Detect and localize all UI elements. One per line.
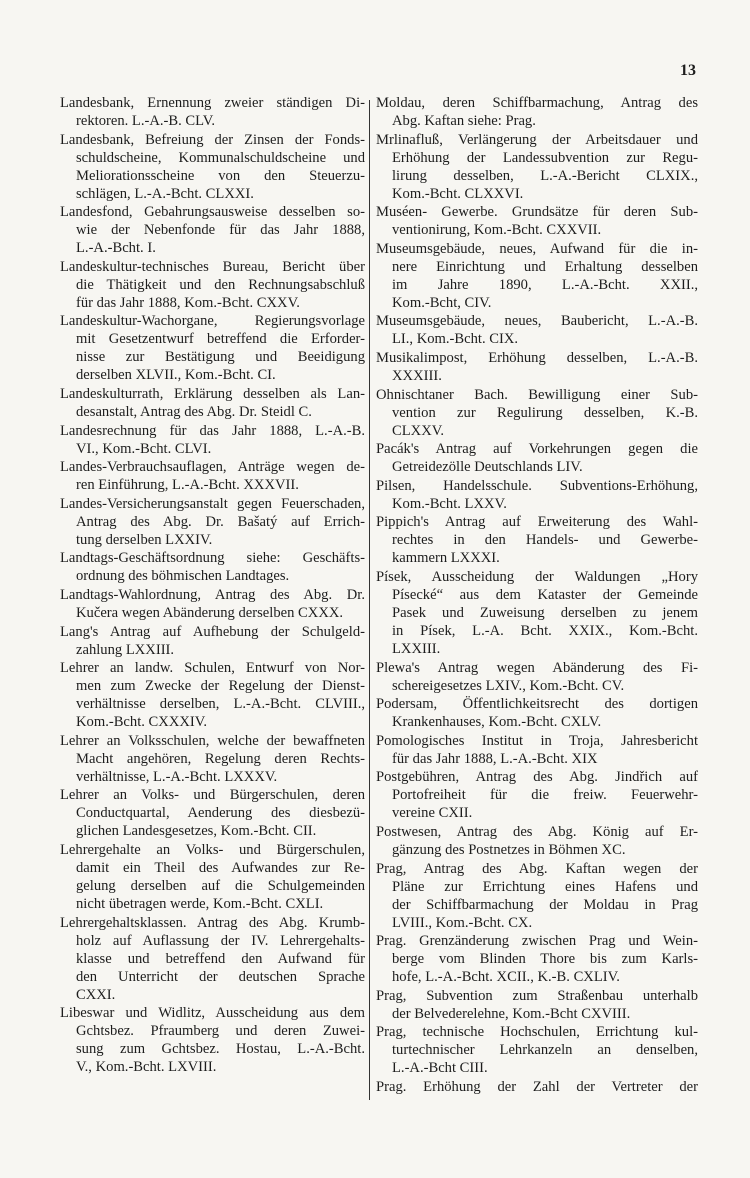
entry-line: Landes-Versicherungsanstalt gegen Feuerschaden, [60, 495, 365, 512]
index-entry [60, 495, 365, 549]
entry-line: sung zum Gchtsbez. Hostau, L.-A.-Bcht. [76, 1041, 365, 1058]
entry-line: Lehrer an Volks- und Bürgerschulen, deren [60, 787, 365, 804]
entry-line: Landesbank, Befreiung der Zinsen der Fonds- [60, 131, 365, 148]
entry-line: Meliorationsscheine von den Steuerzu- [76, 167, 365, 184]
entry-line: Kom.-Bcht. CLXXVI. [392, 185, 524, 202]
index-entry [376, 987, 698, 1023]
entry-line: Postwesen, Antrag des Abg. König auf Er- [376, 823, 698, 840]
entry-line: XXXIII. [392, 367, 442, 384]
entry-line: Podersam, Öffentlichkeitsrecht des dortigen [376, 696, 698, 713]
index-entry [376, 732, 698, 768]
index-entry [376, 312, 698, 348]
entry-line: Landesbank, Ernennung zweier ständigen Di- [60, 95, 365, 111]
index-entry [376, 440, 698, 476]
entry-line: Pasek und Zuweisung derselben zu jenem [392, 604, 698, 621]
entry-line: nisse zur Bestätigung und Beeidigung [76, 349, 365, 366]
entry-line: LVIII., Kom.-Bcht. CX. [392, 914, 533, 931]
entry-line: schuldscheine, Kommunalschuldscheine und [76, 149, 365, 166]
index-entry [376, 860, 698, 932]
entry-line: Pläne zur Errichtung eines Hafens und [392, 878, 698, 895]
index-entry [376, 240, 698, 312]
entry-line: Prag, Subvention zum Straßenbau unterhalb [376, 987, 698, 1004]
entry-line: lirung desselben, L.-A.-Bericht CLXIX., [392, 167, 698, 184]
entry-line: Pacák's Antrag auf Vorkehrungen gegen die [376, 441, 698, 458]
entry-line: Moldau, deren Schiffbarmachung, Antrag des [376, 95, 698, 111]
entry-line: Prag. Erhöhung der Zahl der Vertreter der [376, 1078, 698, 1095]
entry-line: im Jahre 1890, L.-A.-Bcht. XXII., [392, 276, 698, 293]
entry-line: die Thätigkeit und den Rechnungsabschluß [76, 276, 365, 293]
index-entry [376, 932, 698, 986]
index-entry [376, 695, 698, 731]
entry-line: Prag, technische Hochschulen, Errichtung kul- [376, 1024, 698, 1041]
entry-line: rektoren. L.-A.-B. CLV. [76, 113, 216, 129]
entry-line: Písek, Ausscheidung der Waldungen „Hory [376, 568, 698, 585]
entry-line: Abg. Kaftan siehe: Prag. [392, 113, 536, 129]
entry-line: V., Kom.-Bcht. LXVIII. [76, 1059, 217, 1076]
index-entry [60, 623, 365, 659]
entry-line: Getreidezölle Deutschlands LIV. [392, 459, 583, 476]
entry-line: tung derselben LXXIV. [76, 531, 213, 548]
entry-line: turtechnischer Lehrkanzeln an denselben, [392, 1042, 698, 1059]
entry-line: Kom.-Bcht, CIV. [392, 294, 492, 311]
index-entry [60, 385, 365, 421]
entry-line: Pippich's Antrag auf Erweiterung des Wahl- [376, 514, 698, 531]
entry-line: nicht übetragen werde, Kom.-Bcht. CXLI. [76, 895, 324, 912]
entry-line: ren Einführung, L.-A.-Bcht. XXXVII. [76, 477, 299, 494]
index-entry [60, 458, 365, 494]
entry-line: vereine CXII. [392, 805, 473, 822]
entry-line: Landesrechnung für das Jahr 1888, L.-A.-B. [60, 422, 365, 439]
index-entry [376, 568, 698, 658]
index-entry [60, 659, 365, 731]
entry-line: LXXIII. [392, 640, 441, 657]
entry-line: Antrag des Abg. Dr. Bašatý auf Errich- [76, 513, 365, 530]
entry-line: für das Jahr 1888, Kom.-Bcht. CXXV. [76, 294, 300, 311]
entry-line: wie der Nebenfonde für das Jahr 1888, [76, 222, 365, 239]
index-entry [376, 1023, 698, 1077]
entry-line: Landtags-Geschäftsordnung siehe: Geschäfts- [60, 550, 365, 567]
entry-line: gänzung des Postnetzes in Böhmen XC. [392, 841, 626, 858]
entry-line: Kučera wegen Abänderung derselben CXXX. [76, 604, 344, 621]
entry-line: damit ein Theil des Aufwandes zur Re- [76, 859, 365, 876]
index-entry [60, 131, 365, 203]
entry-line: holz auf Auflassung der IV. Lehrergehalts- [76, 932, 365, 949]
index-entry [376, 823, 698, 859]
entry-line: verhältnisse derselben, L.-A.-Bcht. CLVIII., [76, 696, 365, 713]
entry-line: berge vom Blinden Thore bis zum Karls- [392, 951, 698, 968]
entry-line: VI., Kom.-Bcht. CLVI. [76, 440, 212, 457]
index-entry [60, 1004, 365, 1076]
entry-line: Lehrer an Volksschulen, welche der bewaffneten [60, 732, 365, 749]
entry-line: mit Gesetzentwurf betreffend die Erforder- [76, 331, 365, 348]
entry-line: L.-A.-Bcht CIII. [392, 1060, 488, 1077]
entry-line: Prag, Antrag des Abg. Kaftan wegen der [376, 860, 698, 877]
entry-line: Landes-Verbrauchsauflagen, Anträge wegen de- [60, 459, 365, 476]
entry-line: Kom.-Bcht. CXXXIV. [76, 714, 208, 731]
index-entry [60, 422, 365, 458]
entry-line: Libeswar und Widlitz, Ausscheidung aus dem [60, 1005, 365, 1022]
entry-line: Plewa's Antrag wegen Abänderung des Fi- [376, 659, 698, 676]
entry-line: der Schiffbarmachung der Moldau in Prag [392, 896, 698, 913]
index-entry [60, 841, 365, 913]
entry-line: Musikalimpost, Erhöhung desselben, L.-A.-B. [376, 349, 698, 366]
entry-line: derselben XLVII., Kom.-Bcht. CI. [76, 367, 276, 384]
entry-line: Lang's Antrag auf Aufhebung der Schulgeld- [60, 623, 365, 640]
entry-line: klasse und betreffend den Aufwand für [76, 950, 365, 967]
entry-line: Lehrergehaltsklassen. Antrag des Abg. Krumb- [60, 914, 365, 931]
entry-line: rechtes in den Handels- und Gewerbe- [392, 532, 698, 549]
entry-line: in Písek, L.-A. Bcht. XXIX., Kom.-Bcht. [392, 622, 698, 639]
entry-line: Landeskulturrath, Erklärung desselben als Lan- [60, 385, 365, 402]
index-entry [376, 349, 698, 385]
entry-line: Krankenhauses, Kom.-Bcht. CXLV. [392, 714, 602, 731]
entry-line: Lehrer an landw. Schulen, Entwurf von Nor- [60, 660, 365, 677]
entry-line: Museumsgebäude, neues, Aufwand für die in- [376, 240, 698, 257]
index-entry [60, 94, 365, 130]
entry-line: glichen Landesgesetzes, Kom.-Bcht. CII. [76, 823, 317, 840]
entry-line: CXXI. [76, 986, 116, 1003]
entry-line: Portofreiheit für die freiw. Feuerwehr- [392, 787, 698, 804]
entry-line: Erhöhung der Landessubvention zur Regu- [392, 149, 698, 166]
entry-line: schereigesetzes LXIV., Kom.-Bcht. CV. [392, 677, 625, 694]
entry-line: Museumsgebäude, neues, Baubericht, L.-A.-B. [376, 313, 698, 330]
entry-line: den Unterricht der deutschen Sprache [76, 968, 365, 985]
index-entry [60, 258, 365, 312]
index-entry [376, 768, 698, 822]
entry-line: Muséen- Gewerbe. Grundsätze für deren Sub- [376, 204, 698, 221]
index-entry [60, 786, 365, 840]
index-entry [60, 586, 365, 622]
index-entry [60, 312, 365, 384]
index-entry [376, 659, 698, 695]
column-divider [369, 100, 370, 1100]
index-entry [376, 131, 698, 203]
entry-line: Gchtsbez. Pfraumberg und deren Zuwei- [76, 1023, 365, 1040]
entry-line: Pilsen, Handelsschule. Subventions-Erhöhung, [376, 477, 698, 494]
page-number: 13 [680, 62, 696, 79]
entry-line: ordnung des böhmischen Landtages. [76, 568, 290, 585]
index-entry [60, 914, 365, 1004]
entry-line: Landesfond, Gebahrungsausweise desselben so- [60, 204, 365, 221]
entry-line: L.-A.-Bcht. I. [76, 240, 156, 257]
left-column [60, 94, 365, 1077]
entry-line: men zum Zwecke der Regelung der Dienst- [76, 678, 365, 695]
right-column [376, 94, 698, 1096]
entry-line: Postgebühren, Antrag des Abg. Jindřich auf [376, 769, 698, 786]
entry-line: für das Jahr 1888, L.-A.-Bcht. XIX [392, 750, 598, 767]
index-entry [376, 203, 698, 239]
entry-line: Písecké“ aus dem Kataster der Gemeinde [392, 586, 698, 603]
index-entry [376, 386, 698, 440]
index-entry [376, 1078, 698, 1096]
entry-line: verhältnisse, L.-A.-Bcht. LXXXV. [76, 768, 278, 785]
index-entry [376, 94, 698, 130]
entry-line: Conductquartal, Aenderung des diesbezü- [76, 805, 365, 822]
index-entry [376, 477, 698, 513]
entry-line: Kom.-Bcht. LXXV. [392, 495, 507, 512]
entry-line: Landeskultur-technisches Bureau, Bericht über [60, 258, 365, 275]
entry-line: schlägen, L.-A.-Bcht. CLXXI. [76, 185, 254, 202]
index-entry [376, 513, 698, 567]
entry-line: ventionirung, Kom.-Bcht. CXXVII. [392, 222, 602, 239]
entry-line: Macht angehören, Regelung deren Rechts- [76, 750, 365, 767]
entry-line: CLXXV. [392, 422, 445, 439]
index-entry [60, 549, 365, 585]
entry-line: zahlung LXXIII. [76, 641, 175, 658]
entry-line: der Belvederelehne, Kom.-Bcht CXVIII. [392, 1005, 631, 1022]
entry-line: desanstalt, Antrag des Abg. Dr. Steidl C. [76, 403, 312, 420]
entry-line: Ohnischtaner Bach. Bewilligung einer Sub- [376, 386, 698, 403]
entry-line: Mrlinafluß, Verlängerung der Arbeitsdauer und [376, 131, 698, 148]
entry-line: Lehrergehalte an Volks- und Bürgerschulen, [60, 841, 365, 858]
entry-line: kammern LXXXI. [392, 550, 500, 567]
index-entry [60, 732, 365, 786]
entry-line: Prag. Grenzänderung zwischen Prag und Wein- [376, 933, 698, 950]
index-entry [60, 203, 365, 257]
entry-line: Landtags-Wahlordnung, Antrag des Abg. Dr. [60, 586, 365, 603]
entry-line: LI., Kom.-Bcht. CIX. [392, 331, 519, 348]
entry-line: Pomologisches Institut in Troja, Jahresbericht [376, 732, 698, 749]
entry-line: gelung derselben auf die Schulgemeinden [76, 877, 365, 894]
entry-line: Landeskultur-Wachorgane, Regierungsvorlage [60, 313, 365, 330]
entry-line: nere Einrichtung und Erhaltung desselben [392, 258, 698, 275]
entry-line: hofe, L.-A.-Bcht. XCII., K.-B. CXLIV. [392, 969, 620, 986]
entry-line: vention zur Regulirung desselben, K.-B. [392, 404, 698, 421]
